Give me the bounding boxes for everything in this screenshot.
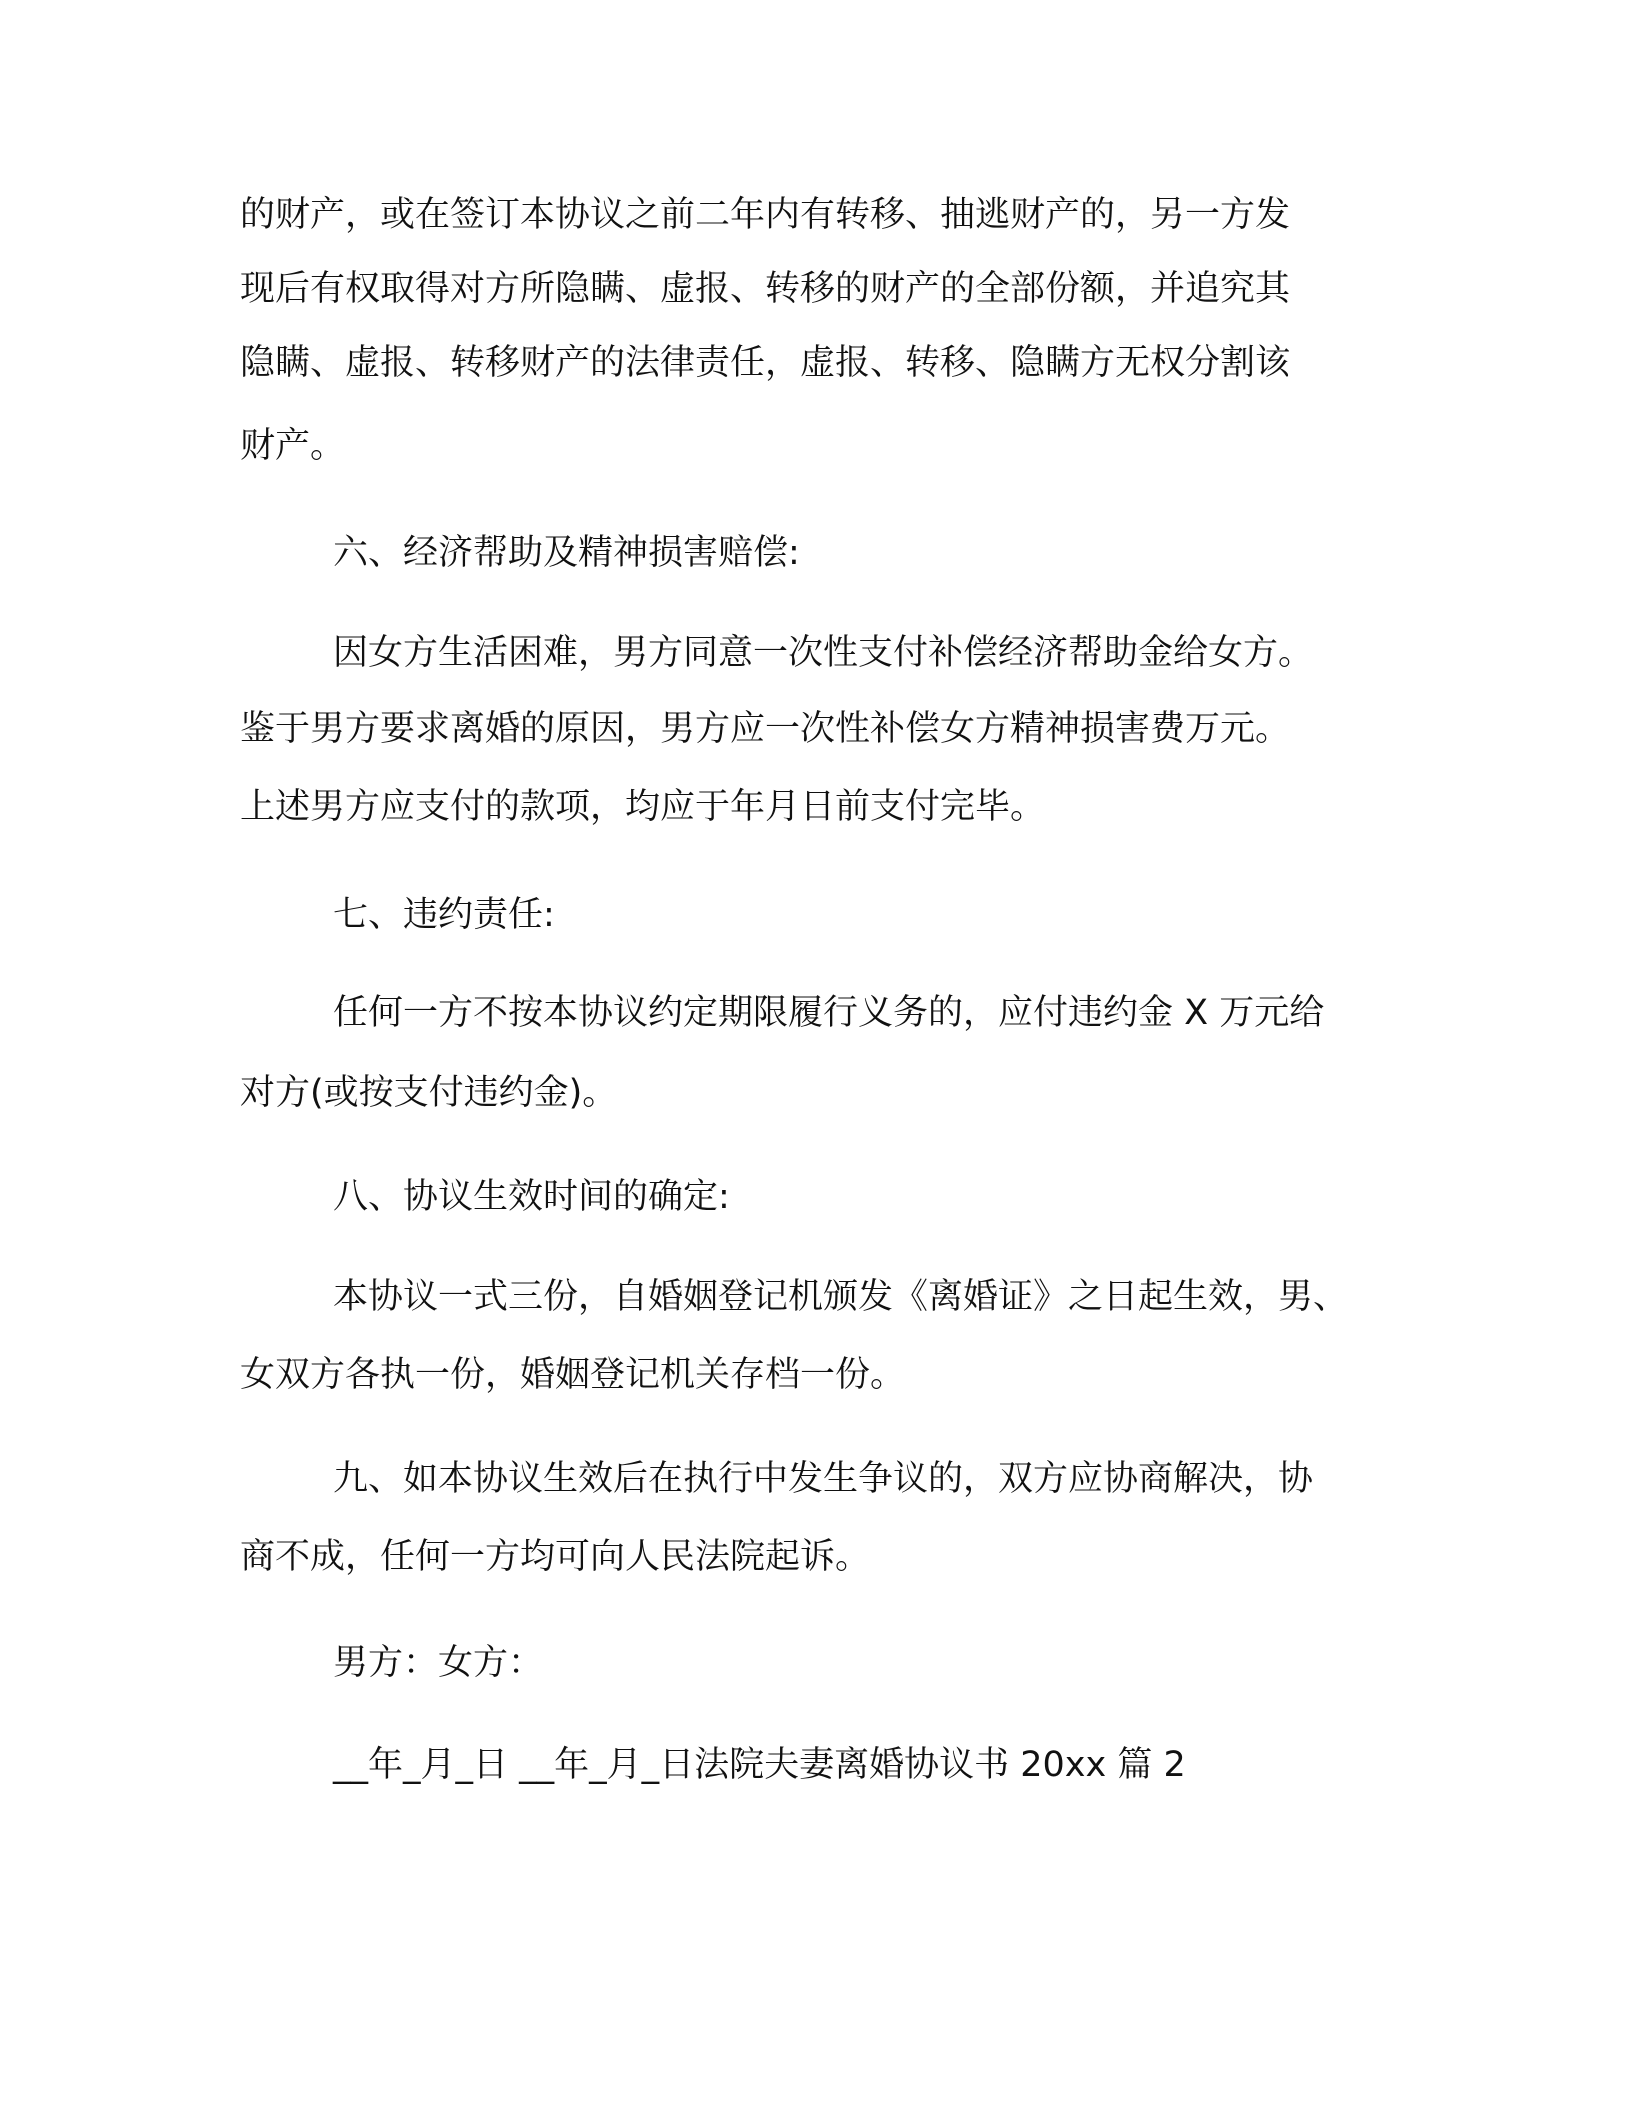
text-line-continuation-3: 隐瞒、虚报、转移财产的法律责任，虚报、转移、隐瞒方无权分割该 — [240, 343, 1291, 383]
section-six-paragraph-line-2: 鉴于男方要求离婚的原因，男方应一次性补偿女方精神损害费万元。 — [240, 709, 1291, 749]
text-line-continuation-2: 现后有权取得对方所隐瞒、虚报、转移的财产的全部份额，并追究其 — [240, 269, 1291, 309]
section-heading-six: 六、经济帮助及精神损害赔偿: — [333, 533, 800, 573]
section-six-paragraph-line-3: 上述男方应支付的款项，均应于年月日前支付完毕。 — [240, 787, 1046, 827]
signature-line: 男方：女方： — [333, 1643, 544, 1683]
section-nine-paragraph-line-2: 商不成，任何一方均可向人民法院起诉。 — [240, 1537, 871, 1577]
section-nine-paragraph-line-1: 九、如本协议生效后在执行中发生争议的，双方应协商解决，协 — [333, 1459, 1314, 1499]
section-eight-paragraph-line-1: 本协议一式三份，自婚姻登记机颁发《离婚证》之日起生效，男、 — [333, 1277, 1349, 1317]
section-seven-paragraph-line-1: 任何一方不按本协议约定期限履行义务的，应付违约金 X 万元给 — [333, 993, 1325, 1033]
text-line-continuation-4: 财产。 — [240, 426, 346, 466]
text-line-continuation-1: 的财产，或在签订本协议之前二年内有转移、抽逃财产的，另一方发 — [240, 195, 1291, 235]
section-heading-eight: 八、协议生效时间的确定: — [333, 1177, 730, 1217]
section-eight-paragraph-line-2: 女双方各执一份，婚姻登记机关存档一份。 — [240, 1355, 906, 1395]
section-six-paragraph-line-1: 因女方生活困难，男方同意一次性支付补偿经济帮助金给女方。 — [333, 633, 1314, 673]
date-line: __年_月_日 __年_月_日法院夫妻离婚协议书 20xx 篇 2 — [333, 1745, 1186, 1785]
section-seven-paragraph-line-2: 对方(或按支付违约金)。 — [240, 1073, 618, 1113]
section-heading-seven: 七、违约责任: — [333, 895, 555, 935]
